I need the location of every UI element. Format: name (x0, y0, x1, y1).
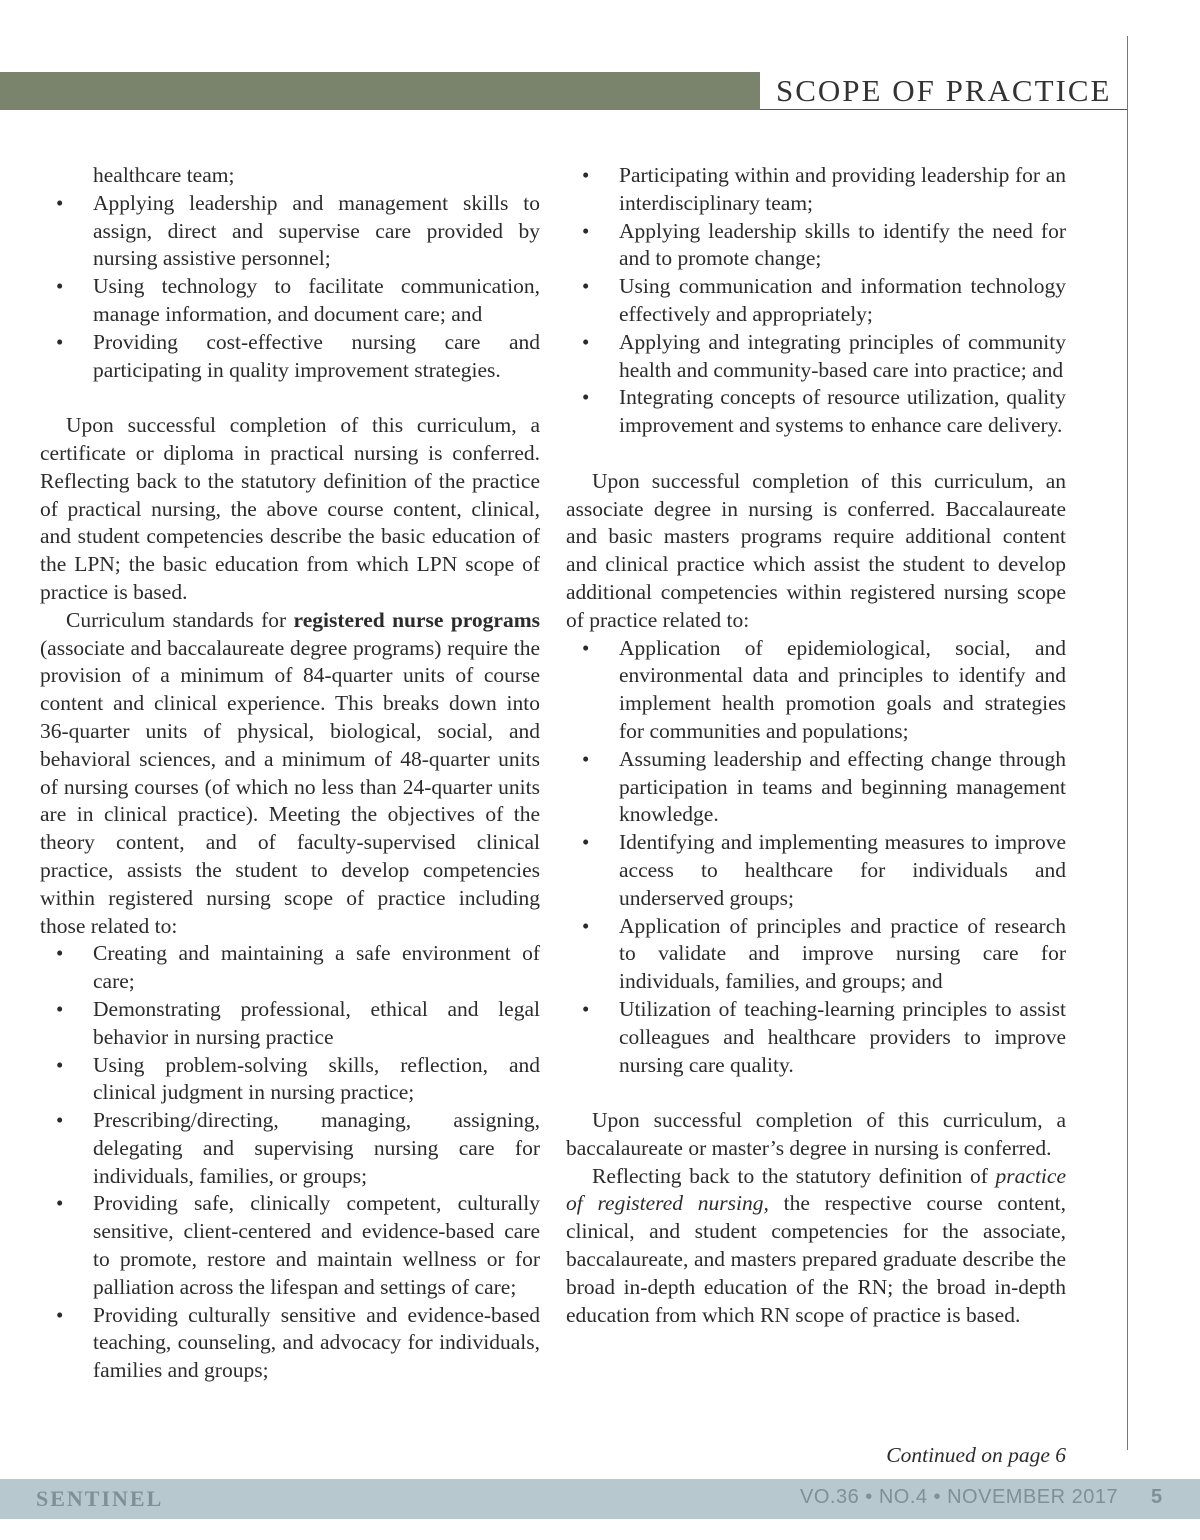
header-divider (760, 109, 1128, 110)
bullet-list (566, 162, 1066, 440)
list-item: • Demonstrating professional, ethical and legal behavior in nursing practice (40, 996, 540, 1052)
list-item: • Assuming leadership and effecting change through participation in teams and beginning management knowledge. (566, 746, 1066, 829)
italic-term: practice of registered nursing, (566, 1163, 1066, 1216)
bold-term: registered nurse programs (293, 607, 540, 632)
paragraph-text: the respective course content, clinical, and student competencies for the associate, baccalaureate, and masters prepared graduate describe the broad in-depth education of the RN; the broad in-depth education from which RN scope of practice is based. (566, 1191, 1067, 1327)
list-item: • Applying leadership skills to identify the need for and to promote change; (566, 218, 1066, 274)
list-item: • Identifying and implementing measures to improve access to healthcare for individuals and underserved groups; (566, 829, 1066, 912)
bullet-list (40, 940, 540, 1385)
list-item: • Application of principles and practice of research to validate and improve nursing care for individuals, families, and groups; and (566, 913, 1066, 996)
left-column (40, 162, 540, 1385)
issue-info: VO.36 • NO.4 • NOVEMBER 2017 (800, 1486, 1119, 1508)
list-item: • Integrating concepts of resource utilization, quality improvement and systems to enhance care delivery. (566, 384, 1066, 440)
paragraph-lead-text: Curriculum standards for (66, 607, 287, 632)
list-item: • Creating and maintaining a safe environment of care; (40, 940, 540, 996)
header-color-band (0, 72, 760, 110)
list-item: • Using communication and information technology effectively and appropriately; (566, 273, 1066, 329)
list-item: • Providing cost-effective nursing care and participating in quality improvement strategies. (40, 329, 540, 385)
list-item: • Applying leadership and management skills to assign, direct and supervise care provided by nursing assistive personnel; (40, 190, 540, 273)
body-paragraph: Upon successful completion of this curriculum, an associate degree in nursing is conferred. Baccalaureate and basic masters programs require additional content and clinical practice which assist the student to develop additional competencies within registered nursing scope of practice related to: (566, 468, 1066, 632)
body-paragraph (566, 1163, 1066, 1330)
page-number: 5 (1151, 1486, 1163, 1508)
paragraph-text: (associate and baccalaureate degree programs) require the provision of a minimum of 84-quarter units of course content and clinical experience. This breaks down into 36-quarter units of physical, biological, social, and behavioral sciences, and a minimum of 48-quarter units of nursing courses (of which no less than 24-quarter units are in clinical practice). Meeting the objectives of the theory content, and of faculty-supervised clinical practice, assists the student to develop competencies within registered nursing scope of practice including those related to: (40, 635, 540, 938)
list-item: • Applying and integrating principles of community health and community-based care into practice; and (566, 329, 1066, 385)
body-paragraph: Upon successful completion of this curriculum, a certificate or diploma in practical nursing is conferred. Reflecting back to the statutory definition of the practice of practical nursing, the above course content, clinical, and student competencies describe the basic education of the LPN; the basic education from which LPN scope of practice is based. (40, 413, 540, 604)
list-item: • Using technology to facilitate communication, manage information, and document care; and (40, 273, 540, 329)
bullet-list (40, 190, 540, 385)
body-paragraph: Upon successful completion of this curriculum, a baccalaureate or master’s degree in nursing is conferred. (566, 1108, 1066, 1160)
section-title: SCOPE OF PRACTICE (776, 73, 1112, 108)
paragraph-lead-text: Reflecting back to the statutory definition of (592, 1163, 988, 1188)
continued-on-page-note: Continued on page 6 (886, 1443, 1066, 1467)
list-item: • Application of epidemiological, social, and environmental data and principles to identify and implement health promotion goals and strategies for communities and populations; (566, 635, 1066, 746)
bullet-list (566, 635, 1066, 1080)
list-item: • Providing safe, clinically competent, culturally sensitive, client-centered and evidence-based care to promote, restore and maintain wellness or for palliation across the lifespan and settings of care; (40, 1190, 540, 1301)
list-item: • Utilization of teaching-learning principles to assist colleagues and healthcare providers to improve nursing care quality. (566, 996, 1066, 1079)
list-item: • Providing culturally sensitive and evidence-based teaching, counseling, and advocacy for individuals, families and groups; (40, 1302, 540, 1385)
list-item: • Prescribing/directing, managing, assigning, delegating and supervising nursing care for individuals, families, or groups; (40, 1107, 540, 1190)
continued-list-item: healthcare team; (93, 163, 235, 187)
list-item: • Participating within and providing leadership for an interdisciplinary team; (566, 162, 1066, 218)
vertical-page-rule (1127, 36, 1128, 1450)
list-item: • Using problem-solving skills, reflection, and clinical judgment in nursing practice; (40, 1052, 540, 1108)
right-column (566, 162, 1066, 1329)
body-paragraph (40, 607, 540, 941)
publication-name: SENTINEL (36, 1486, 164, 1511)
